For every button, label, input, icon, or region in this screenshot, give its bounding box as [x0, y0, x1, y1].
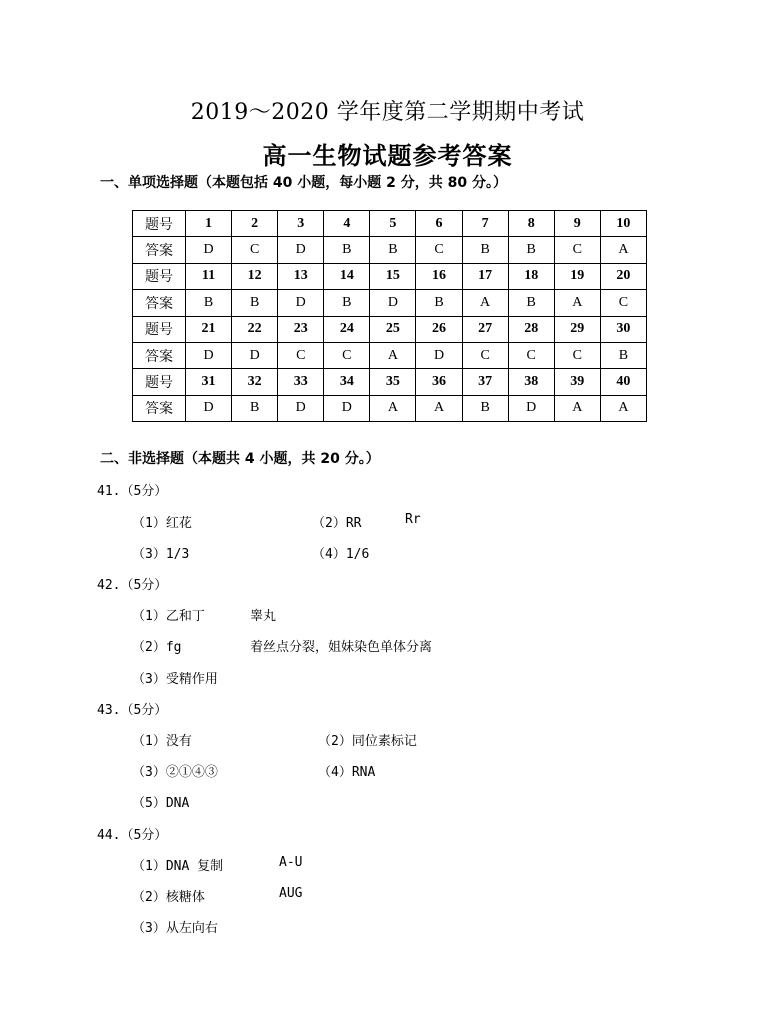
answer-cell: D [416, 342, 462, 368]
question-number-row [133, 369, 647, 395]
question-number-label: 题号 [133, 316, 186, 342]
q44-answer-2b: AUG [279, 886, 303, 901]
question-number-cell: 21 [186, 316, 232, 342]
answer-cell: D [324, 395, 370, 421]
answer-row [133, 290, 647, 316]
q41-answer-4: （4）1/6 [312, 547, 370, 562]
answer-cell: C [324, 342, 370, 368]
answer-cell: D [186, 237, 232, 263]
question-number-cell: 32 [232, 369, 278, 395]
answer-label: 答案 [133, 237, 186, 263]
question-number-cell: 18 [508, 263, 554, 289]
question-number-label: 题号 [133, 369, 186, 395]
answer-cell: B [324, 290, 370, 316]
question-number-cell: 11 [186, 263, 232, 289]
question-number-cell: 39 [554, 369, 600, 395]
question-number-cell: 22 [232, 316, 278, 342]
question-number-cell: 9 [554, 211, 600, 237]
answer-row [133, 237, 647, 263]
question-number-cell: 26 [416, 316, 462, 342]
q41-answer-3: （3）1/3 [132, 547, 190, 562]
q44-answer-3: （3）从左向右 [132, 921, 218, 936]
q44-answer-2: （2）核糖体 [132, 890, 205, 905]
answer-cell: B [232, 290, 278, 316]
question-number-cell: 28 [508, 316, 554, 342]
question-number-cell: 30 [600, 316, 646, 342]
q41-answer-1: （1）红花 [132, 516, 192, 531]
answer-cell: B [416, 290, 462, 316]
q41-answer-2: （2）RR [312, 516, 362, 531]
answer-row [133, 342, 647, 368]
question-number-row [133, 263, 647, 289]
q43-label: 43.（5分） [97, 703, 168, 718]
answer-cell: C [462, 342, 508, 368]
answer-cell: D [508, 395, 554, 421]
question-number-cell: 20 [600, 263, 646, 289]
q42-label: 42.（5分） [97, 578, 168, 593]
section-2-heading: 二、非选择题（本题共 4 小题，共 20 分。） [100, 451, 380, 467]
answer-cell: A [600, 237, 646, 263]
answer-cell: B [600, 342, 646, 368]
q43-answer-1: （1）没有 [132, 734, 192, 749]
q43-answer-5: （5）DNA [132, 796, 190, 811]
question-number-row [133, 211, 647, 237]
question-number-cell: 35 [370, 369, 416, 395]
question-number-cell: 1 [186, 211, 232, 237]
question-number-cell: 8 [508, 211, 554, 237]
question-number-cell: 31 [186, 369, 232, 395]
answer-row [133, 395, 647, 421]
answer-cell: D [278, 237, 324, 263]
answer-label: 答案 [133, 290, 186, 316]
answer-cell: C [554, 342, 600, 368]
question-number-cell: 16 [416, 263, 462, 289]
q43-answer-3: （3）②①④③ [132, 765, 218, 780]
question-number-cell: 5 [370, 211, 416, 237]
answer-cell: B [232, 395, 278, 421]
answer-cell: C [416, 237, 462, 263]
answer-cell: C [600, 290, 646, 316]
answer-cell: A [554, 395, 600, 421]
answer-cell: B [324, 237, 370, 263]
answer-cell: B [462, 395, 508, 421]
answer-label: 答案 [133, 395, 186, 421]
answer-cell: D [278, 395, 324, 421]
answer-cell: D [186, 342, 232, 368]
question-number-cell: 17 [462, 263, 508, 289]
question-number-cell: 40 [600, 369, 646, 395]
question-number-row [133, 316, 647, 342]
answer-cell: B [370, 237, 416, 263]
question-number-label: 题号 [133, 211, 186, 237]
answer-cell: A [554, 290, 600, 316]
q41-label: 41.（5分） [97, 484, 168, 499]
answer-cell: A [370, 395, 416, 421]
q41-answer-2b: Rr [405, 512, 421, 527]
question-number-cell: 37 [462, 369, 508, 395]
question-number-cell: 10 [600, 211, 646, 237]
answer-cell: C [278, 342, 324, 368]
question-number-cell: 4 [324, 211, 370, 237]
exam-title: 2019～2020 学年度第二学期期中考试 [190, 100, 585, 125]
answer-cell: B [462, 237, 508, 263]
answer-key-title: 高一生物试题参考答案 [262, 141, 513, 170]
q42-answer-2: （2）fg [132, 640, 182, 655]
q43-answer-2: （2）同位素标记 [318, 734, 417, 749]
question-number-label: 题号 [133, 263, 186, 289]
question-number-cell: 27 [462, 316, 508, 342]
answer-cell: D [278, 290, 324, 316]
q44-label: 44.（5分） [97, 828, 168, 843]
answer-cell: A [416, 395, 462, 421]
question-number-cell: 2 [232, 211, 278, 237]
question-number-cell: 19 [554, 263, 600, 289]
q43-answer-4: （4）RNA [318, 765, 376, 780]
answer-cell: C [508, 342, 554, 368]
question-number-cell: 33 [278, 369, 324, 395]
question-number-cell: 15 [370, 263, 416, 289]
question-number-cell: 25 [370, 316, 416, 342]
question-number-cell: 6 [416, 211, 462, 237]
answer-cell: A [370, 342, 416, 368]
question-number-cell: 13 [278, 263, 324, 289]
question-number-cell: 24 [324, 316, 370, 342]
answer-cell: C [554, 237, 600, 263]
answer-cell: B [508, 290, 554, 316]
question-number-cell: 14 [324, 263, 370, 289]
answer-cell: D [370, 290, 416, 316]
question-number-cell: 7 [462, 211, 508, 237]
question-number-cell: 36 [416, 369, 462, 395]
question-number-cell: 12 [232, 263, 278, 289]
question-number-cell: 34 [324, 369, 370, 395]
answer-cell: D [186, 395, 232, 421]
answer-cell: A [600, 395, 646, 421]
q42-answer-3: （3）受精作用 [132, 672, 218, 687]
q42-answer-1b: 睾丸 [250, 609, 277, 624]
q44-answer-1: （1）DNA 复制 [132, 859, 224, 874]
q42-answer-2b: 着丝点分裂，姐妹染色单体分离 [250, 640, 433, 655]
section-1-heading: 一、单项选择题（本题包括 40 小题，每小题 2 分，共 80 分。） [100, 175, 507, 191]
question-number-cell: 29 [554, 316, 600, 342]
answer-cell: B [508, 237, 554, 263]
question-number-cell: 23 [278, 316, 324, 342]
answer-label: 答案 [133, 342, 186, 368]
q44-answer-1b: A-U [279, 855, 303, 870]
question-number-cell: 38 [508, 369, 554, 395]
answer-table [132, 210, 647, 422]
answer-cell: C [232, 237, 278, 263]
answer-cell: A [462, 290, 508, 316]
answer-cell: D [232, 342, 278, 368]
answer-cell: B [186, 290, 232, 316]
q42-answer-1: （1）乙和丁 [132, 609, 205, 624]
question-number-cell: 3 [278, 211, 324, 237]
